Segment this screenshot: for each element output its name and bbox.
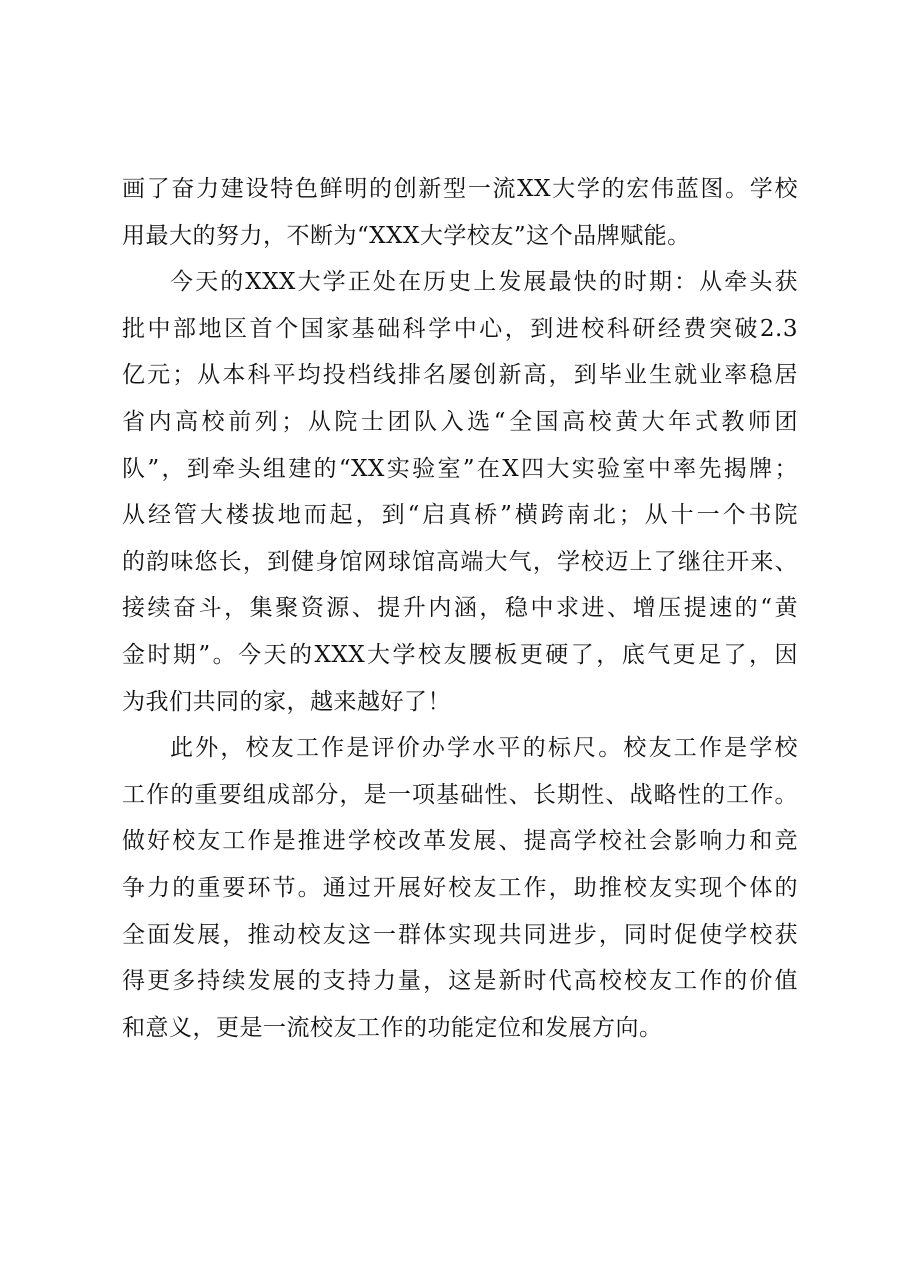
text-line: 省内高校前列；从院士团队入选“全国高校黄大年式教师团 bbox=[122, 408, 798, 435]
text-line: 得更多持续发展的支持力量，这是新时代高校校友工作的价值 bbox=[122, 968, 798, 995]
text-line: 批中部地区首个国家基础科学中心，到进校科研经费突破2.3 bbox=[122, 315, 798, 342]
document-body bbox=[122, 166, 798, 1051]
text-line: 工作的重要组成部分，是一项基础性、长期性、战略性的工作。 bbox=[122, 781, 798, 808]
text-line: 为我们共同的家，越来越好了！ bbox=[122, 688, 451, 715]
text-line: 画了奋力建设特色鲜明的创新型一流XX大学的宏伟蓝图。学校 bbox=[122, 176, 798, 202]
text-line: 用最大的努力，不断为“XXX大学校友”这个品牌赋能。 bbox=[122, 222, 691, 249]
text-line: 亿元；从本科平均投档线排名屡创新高，到毕业生就业率稳居 bbox=[122, 362, 798, 389]
text-line: 队”，到牵头组建的“XX实验室”在X四大实验室中率先揭牌； bbox=[122, 455, 798, 482]
text-line: 的韵味悠长，到健身馆网球馆高端大气，学校迈上了继往开来、 bbox=[122, 548, 798, 575]
text-line: 全面发展，推动校友这一群体实现共同进步，同时促使学校获 bbox=[122, 921, 798, 948]
text-line: 接续奋斗，集聚资源、提升内涵，稳中求进、增压提速的“黄 bbox=[122, 595, 798, 622]
text-line: 从经管大楼拔地而起，到“启真桥”横跨南北；从十一个书院 bbox=[122, 502, 798, 529]
text-line: 金时期”。今天的XXX大学校友腰板更硬了，底气更足了，因 bbox=[122, 641, 798, 668]
text-line: 今天的XXX大学正处在历史上发展最快的时期：从牵头获 bbox=[170, 269, 798, 296]
text-line: 争力的重要环节。通过开展好校友工作，助推校友实现个体的 bbox=[122, 874, 798, 901]
text-line: 和意义，更是一流校友工作的功能定位和发展方向。 bbox=[122, 1014, 663, 1041]
text-line: 做好校友工作是推进学校改革发展、提高学校社会影响力和竞 bbox=[122, 828, 798, 855]
text-line: 此外，校友工作是评价办学水平的标尺。校友工作是学校 bbox=[170, 735, 798, 762]
